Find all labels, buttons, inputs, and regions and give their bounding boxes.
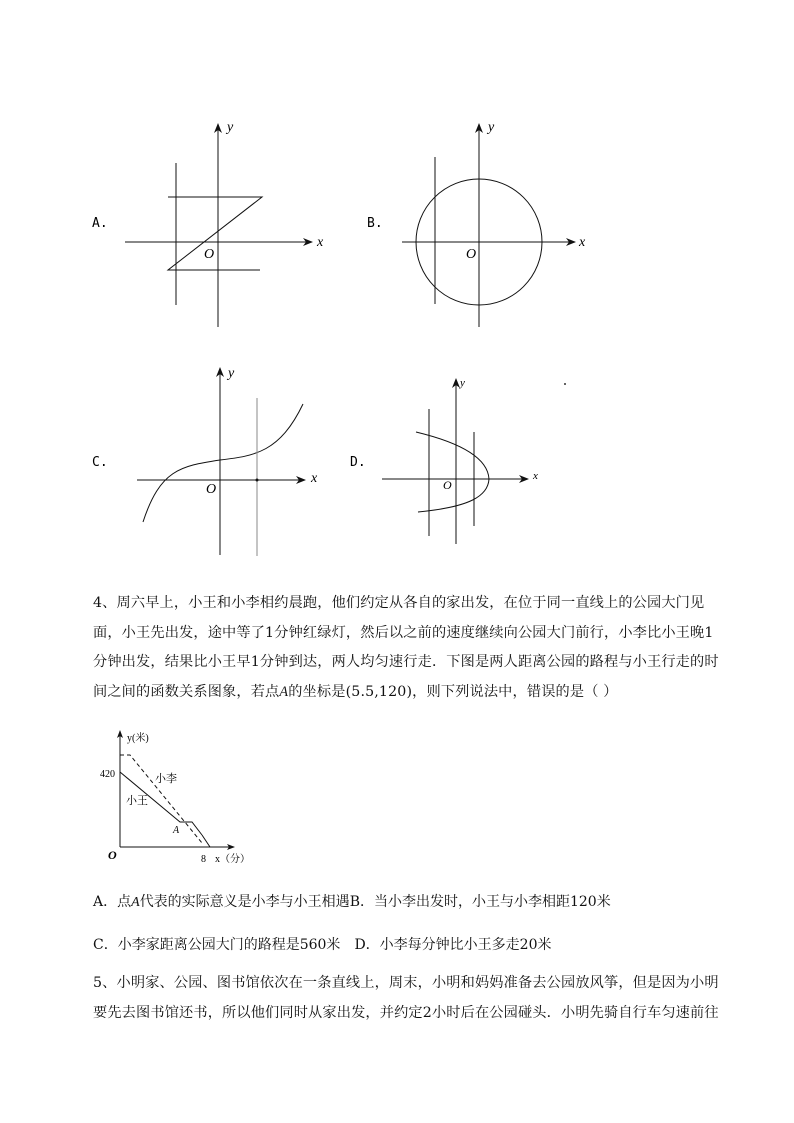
graph-d bbox=[350, 377, 538, 544]
y-axis-label: y bbox=[460, 377, 465, 389]
option-d-label: D. bbox=[350, 455, 366, 470]
graph-a bbox=[92, 120, 324, 327]
x-tick-8: 8 bbox=[201, 854, 206, 865]
answer-c-d-row bbox=[93, 934, 551, 954]
q5-line-2: 要先去图书馆还书，所以他们同时从家出发，并约定2小时后在公园碰头．小明先骑自行车匀速前往 bbox=[93, 1004, 719, 1021]
y-tick-420: 420 bbox=[100, 769, 115, 780]
answer-b: B．当小李出发时，小王与小李相距120米 bbox=[349, 894, 611, 910]
answer-a-suffix: 代表的实际意义是小李与小王相遇 bbox=[139, 894, 350, 910]
wang-line-end bbox=[202, 835, 210, 847]
coordinate: (5.5,120) bbox=[345, 683, 413, 700]
y-axis-label: y(米) bbox=[127, 733, 149, 744]
parabola-curve bbox=[416, 432, 489, 512]
question-4 bbox=[93, 589, 743, 707]
cubic-curve bbox=[143, 404, 303, 522]
question-5 bbox=[93, 969, 743, 1028]
intersection-dot bbox=[256, 479, 259, 482]
graph-b bbox=[367, 120, 586, 327]
origin-label: O bbox=[108, 848, 117, 862]
answer-d: D．小李每分钟比小王多走20米 bbox=[354, 937, 552, 953]
x-axis-label: x bbox=[317, 235, 324, 250]
answer-a-point: A bbox=[131, 895, 140, 910]
q4-line4-prefix: 间之间的函数关系图象，若点 bbox=[93, 683, 280, 700]
graph-c bbox=[92, 366, 318, 556]
answer-a-b-row bbox=[93, 891, 611, 911]
q4-line-4 bbox=[93, 678, 743, 708]
answer-c: C．小李家距离公园大门的路程是560米 bbox=[93, 937, 341, 953]
x-axis-label: x bbox=[579, 235, 586, 250]
q4-line4-mid: 的坐标是 bbox=[288, 683, 346, 700]
point-a-label: A bbox=[173, 825, 180, 836]
stray-dot bbox=[564, 383, 566, 385]
origin-label: O bbox=[204, 247, 215, 262]
y-axis-label: y bbox=[488, 120, 495, 135]
option-b-label: B. bbox=[367, 216, 383, 231]
x-axis-label: x bbox=[533, 470, 538, 482]
q4-line-1: 4、周六早上，小王和小李相约晨跑，他们约定从各自的家出发，在位于同一直线上的公园大门见 bbox=[93, 595, 705, 611]
origin-label: O bbox=[466, 247, 477, 262]
option-a-label: A. bbox=[92, 216, 108, 231]
q4-line4-suffix: ，则下列说法中，错误的是（ ） bbox=[412, 683, 618, 700]
point-a-name: A bbox=[279, 683, 289, 700]
q4-line-2: 面，小王先出发，途中等了1分钟红绿灯，然后以之前的速度继续向公园大门前行，小李比小王晚1 bbox=[93, 624, 714, 641]
option-c-label: C. bbox=[92, 455, 108, 470]
q4-graph bbox=[100, 725, 260, 870]
y-axis-label: y bbox=[227, 120, 234, 135]
answer-a-prefix: A．点 bbox=[93, 894, 132, 910]
label-wang: 小王 bbox=[126, 795, 148, 807]
origin-label: O bbox=[206, 482, 217, 497]
q5-line-1: 5、小明家、公园、图书馆依次在一条直线上，周末，小明和妈妈准备去公园放风筝，但是因为小明 bbox=[93, 975, 719, 991]
label-li: 小李 bbox=[155, 773, 177, 785]
x-axis-label: x（分） bbox=[215, 854, 250, 865]
y-axis-label: y bbox=[228, 366, 235, 381]
q4-line-3: 分钟出发，结果比小王早1分钟到达，两人均匀速行走．下图是两人距离公园的路程与小王行走的时 bbox=[93, 654, 719, 670]
x-axis-label: x bbox=[311, 471, 318, 486]
z-shape bbox=[168, 197, 262, 270]
origin-label: O bbox=[443, 478, 452, 492]
